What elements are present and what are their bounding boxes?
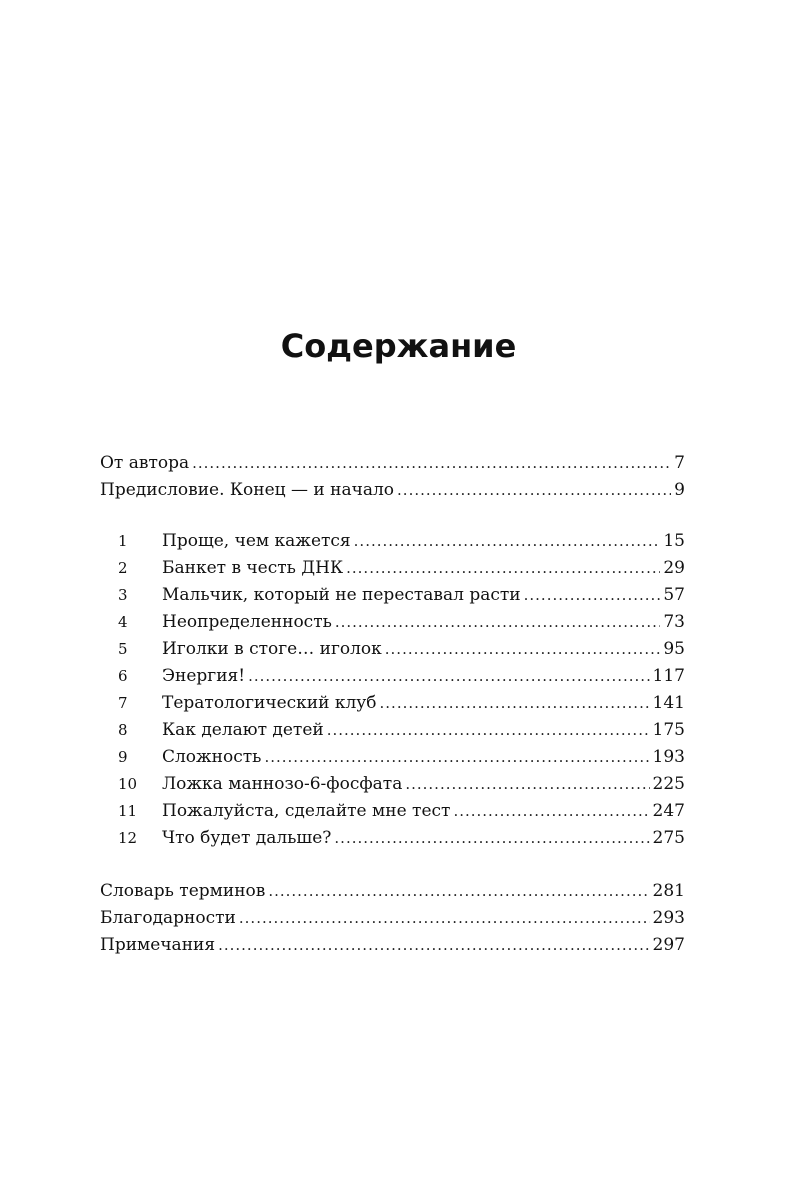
dot-leader <box>385 636 661 663</box>
dot-leader <box>380 690 650 717</box>
dot-leader <box>405 771 649 798</box>
toc-chapter-entry[interactable] <box>0 663 797 690</box>
toc-chapter-entry[interactable] <box>0 690 797 717</box>
toc-chapter-entry[interactable] <box>0 555 797 582</box>
chapter-page: 141 <box>652 693 685 713</box>
chapter-page: 193 <box>652 747 685 767</box>
chapter-number: 7 <box>118 694 128 712</box>
toc-chapter-entry[interactable] <box>0 825 797 852</box>
chapter-title: Ложка маннозо-6-фосфата <box>162 774 403 794</box>
toc-chapter-entry[interactable] <box>0 582 797 609</box>
toc-entry-page: 293 <box>652 908 685 928</box>
dot-leader <box>397 477 671 504</box>
chapter-title: Мальчик, который не переставал расти <box>162 585 521 605</box>
toc-entry-page: 9 <box>674 480 685 500</box>
chapter-number: 6 <box>118 667 128 685</box>
chapter-number: 5 <box>118 640 128 658</box>
chapter-title: Иголки в стоге… иголок <box>162 639 382 659</box>
chapter-number: 9 <box>118 748 128 766</box>
dot-leader <box>327 717 650 744</box>
chapter-page: 57 <box>663 585 685 605</box>
dot-leader <box>218 932 649 959</box>
chapter-title: Энергия! <box>162 666 246 686</box>
chapter-page: 73 <box>663 612 685 632</box>
dot-leader <box>268 878 649 905</box>
chapter-number: 2 <box>118 559 128 577</box>
dot-leader <box>354 528 661 555</box>
chapter-number: 8 <box>118 721 128 739</box>
chapter-title: Как делают детей <box>162 720 324 740</box>
toc-entry-label: Примечания <box>100 935 216 955</box>
chapter-page: 247 <box>652 801 685 821</box>
toc-front-matter <box>0 450 797 504</box>
chapter-title: Тератологический клуб <box>162 693 377 713</box>
chapter-number: 4 <box>118 613 128 631</box>
chapter-number: 12 <box>118 829 138 847</box>
chapter-title: Пожалуйста, сделайте мне тест <box>162 801 451 821</box>
dot-leader <box>346 555 660 582</box>
toc-entry-label: Благодарности <box>100 908 236 928</box>
toc-entry-page: 297 <box>652 935 685 955</box>
toc-entry-label: Предисловие. Конец — и начало <box>100 480 395 500</box>
chapter-number: 3 <box>118 586 128 604</box>
dot-leader <box>264 744 649 771</box>
chapter-page: 95 <box>663 639 685 659</box>
chapter-number: 11 <box>118 802 138 820</box>
chapter-title: Неопределенность <box>162 612 332 632</box>
dot-leader <box>248 663 649 690</box>
toc-entry-label: От автора <box>100 453 190 473</box>
page-title: Содержание <box>280 327 517 365</box>
dot-leader <box>192 450 671 477</box>
chapter-number: 10 <box>118 775 138 793</box>
toc-chapter-entry[interactable] <box>0 528 797 555</box>
toc-entry[interactable] <box>0 878 797 905</box>
toc-chapters <box>0 528 797 852</box>
dot-leader <box>334 825 649 852</box>
dot-leader <box>453 798 649 825</box>
chapter-number: 1 <box>118 532 128 550</box>
toc-chapter-entry[interactable] <box>0 771 797 798</box>
toc-entry[interactable] <box>0 932 797 959</box>
dot-leader <box>524 582 661 609</box>
chapter-page: 29 <box>663 558 685 578</box>
toc-entry-page: 281 <box>652 881 685 901</box>
chapter-page: 15 <box>663 531 685 551</box>
chapter-page: 175 <box>652 720 685 740</box>
chapter-page: 225 <box>652 774 685 794</box>
chapter-title: Проще, чем кажется <box>162 531 351 551</box>
dot-leader <box>335 609 661 636</box>
chapter-title: Сложность <box>162 747 262 767</box>
toc-chapter-entry[interactable] <box>0 609 797 636</box>
toc-chapter-entry[interactable] <box>0 744 797 771</box>
toc-entry[interactable] <box>0 905 797 932</box>
toc-chapter-entry[interactable] <box>0 717 797 744</box>
toc-entry-page: 7 <box>674 453 685 473</box>
dot-leader <box>239 905 650 932</box>
toc-back-matter <box>0 878 797 959</box>
chapter-page: 275 <box>652 828 685 848</box>
chapter-page: 117 <box>652 666 685 686</box>
toc-entry[interactable] <box>0 450 797 477</box>
chapter-title: Банкет в честь ДНК <box>162 558 344 578</box>
toc-chapter-entry[interactable] <box>0 798 797 825</box>
toc-entry[interactable] <box>0 477 797 504</box>
toc-entry-label: Словарь терминов <box>100 881 266 901</box>
toc-chapter-entry[interactable] <box>0 636 797 663</box>
chapter-title: Что будет дальше? <box>162 828 332 848</box>
